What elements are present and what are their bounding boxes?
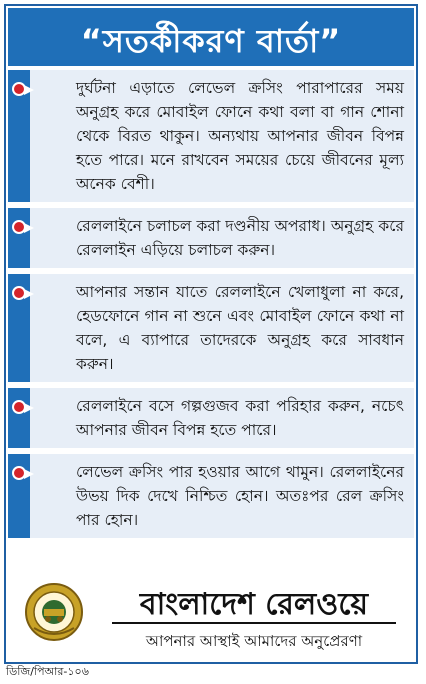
arrow-bullet-icon [24,289,34,299]
notice-item-4 [8,388,414,448]
notice-item-1 [8,70,414,202]
notice-poster [4,4,418,664]
bangladesh-railway-logo-icon [24,582,84,642]
reference-code: ডিজি/পিআর-১০৬ [6,665,89,678]
divider [112,622,396,624]
notice-text: দুর্ঘটনা এড়াতে লেভেল ক্রসিং পারাপারের সময় অনুগ্রহ করে মোবাইল ফোনে কথা বলা বা গান শোনা থেকে বিরত থাকুন। অন্যথায় আপনার জীবন বিপন্ন হতে পারে। মনে রাখবেন সময়ের চেয়ে জীবনের মূল্য অনেক বেশী। [76,79,404,193]
notice-text: রেললাইনে বসে গল্পগুজব করা পরিহার করুন, নচেৎ আপনার জীবন বিপন্ন হতে পারে। [76,397,404,439]
notice-text: আপনার সন্তান যাতে রেললাইনে খেলাধুলা না করে, হেডফোনে গান না শুনে এবং মোবাইল ফোনে কথা না বলে, এ ব্যাপারে তাদেরকে অনুগ্রহ করে সাবধান করুন। [76,283,404,373]
header-banner [8,8,414,66]
arrow-bullet-icon [24,403,34,413]
organization-name: বাংলাদেশ রেলওয়ে [139,587,369,622]
tagline: আপনার আস্থাই আমাদের অনুপ্রেরণা [145,632,363,650]
notice-item-3 [8,274,414,382]
notice-text: রেললাইনে চলাচল করা দণ্ডনীয় অপরাধ। অনুগ্রহ করে রেললাইন এড়িয়ে চলাচল করুন। [76,217,404,259]
arrow-bullet-icon [24,85,34,95]
arrow-bullet-icon [24,223,34,233]
notice-item-5 [8,454,414,538]
notice-list [8,70,414,544]
footer [8,576,414,662]
notice-text: লেভেল ক্রসিং পার হওয়ার আগে থামুন। রেললাইনের উভয় দিক দেখে নিশ্চিত হোন। অতঃপর রেল ক্রসিং পার হোন। [76,463,404,529]
notice-item-2 [8,208,414,268]
page-title: “সতর্কীকরণ বার্তা” [80,22,342,60]
arrow-bullet-icon [24,469,34,479]
